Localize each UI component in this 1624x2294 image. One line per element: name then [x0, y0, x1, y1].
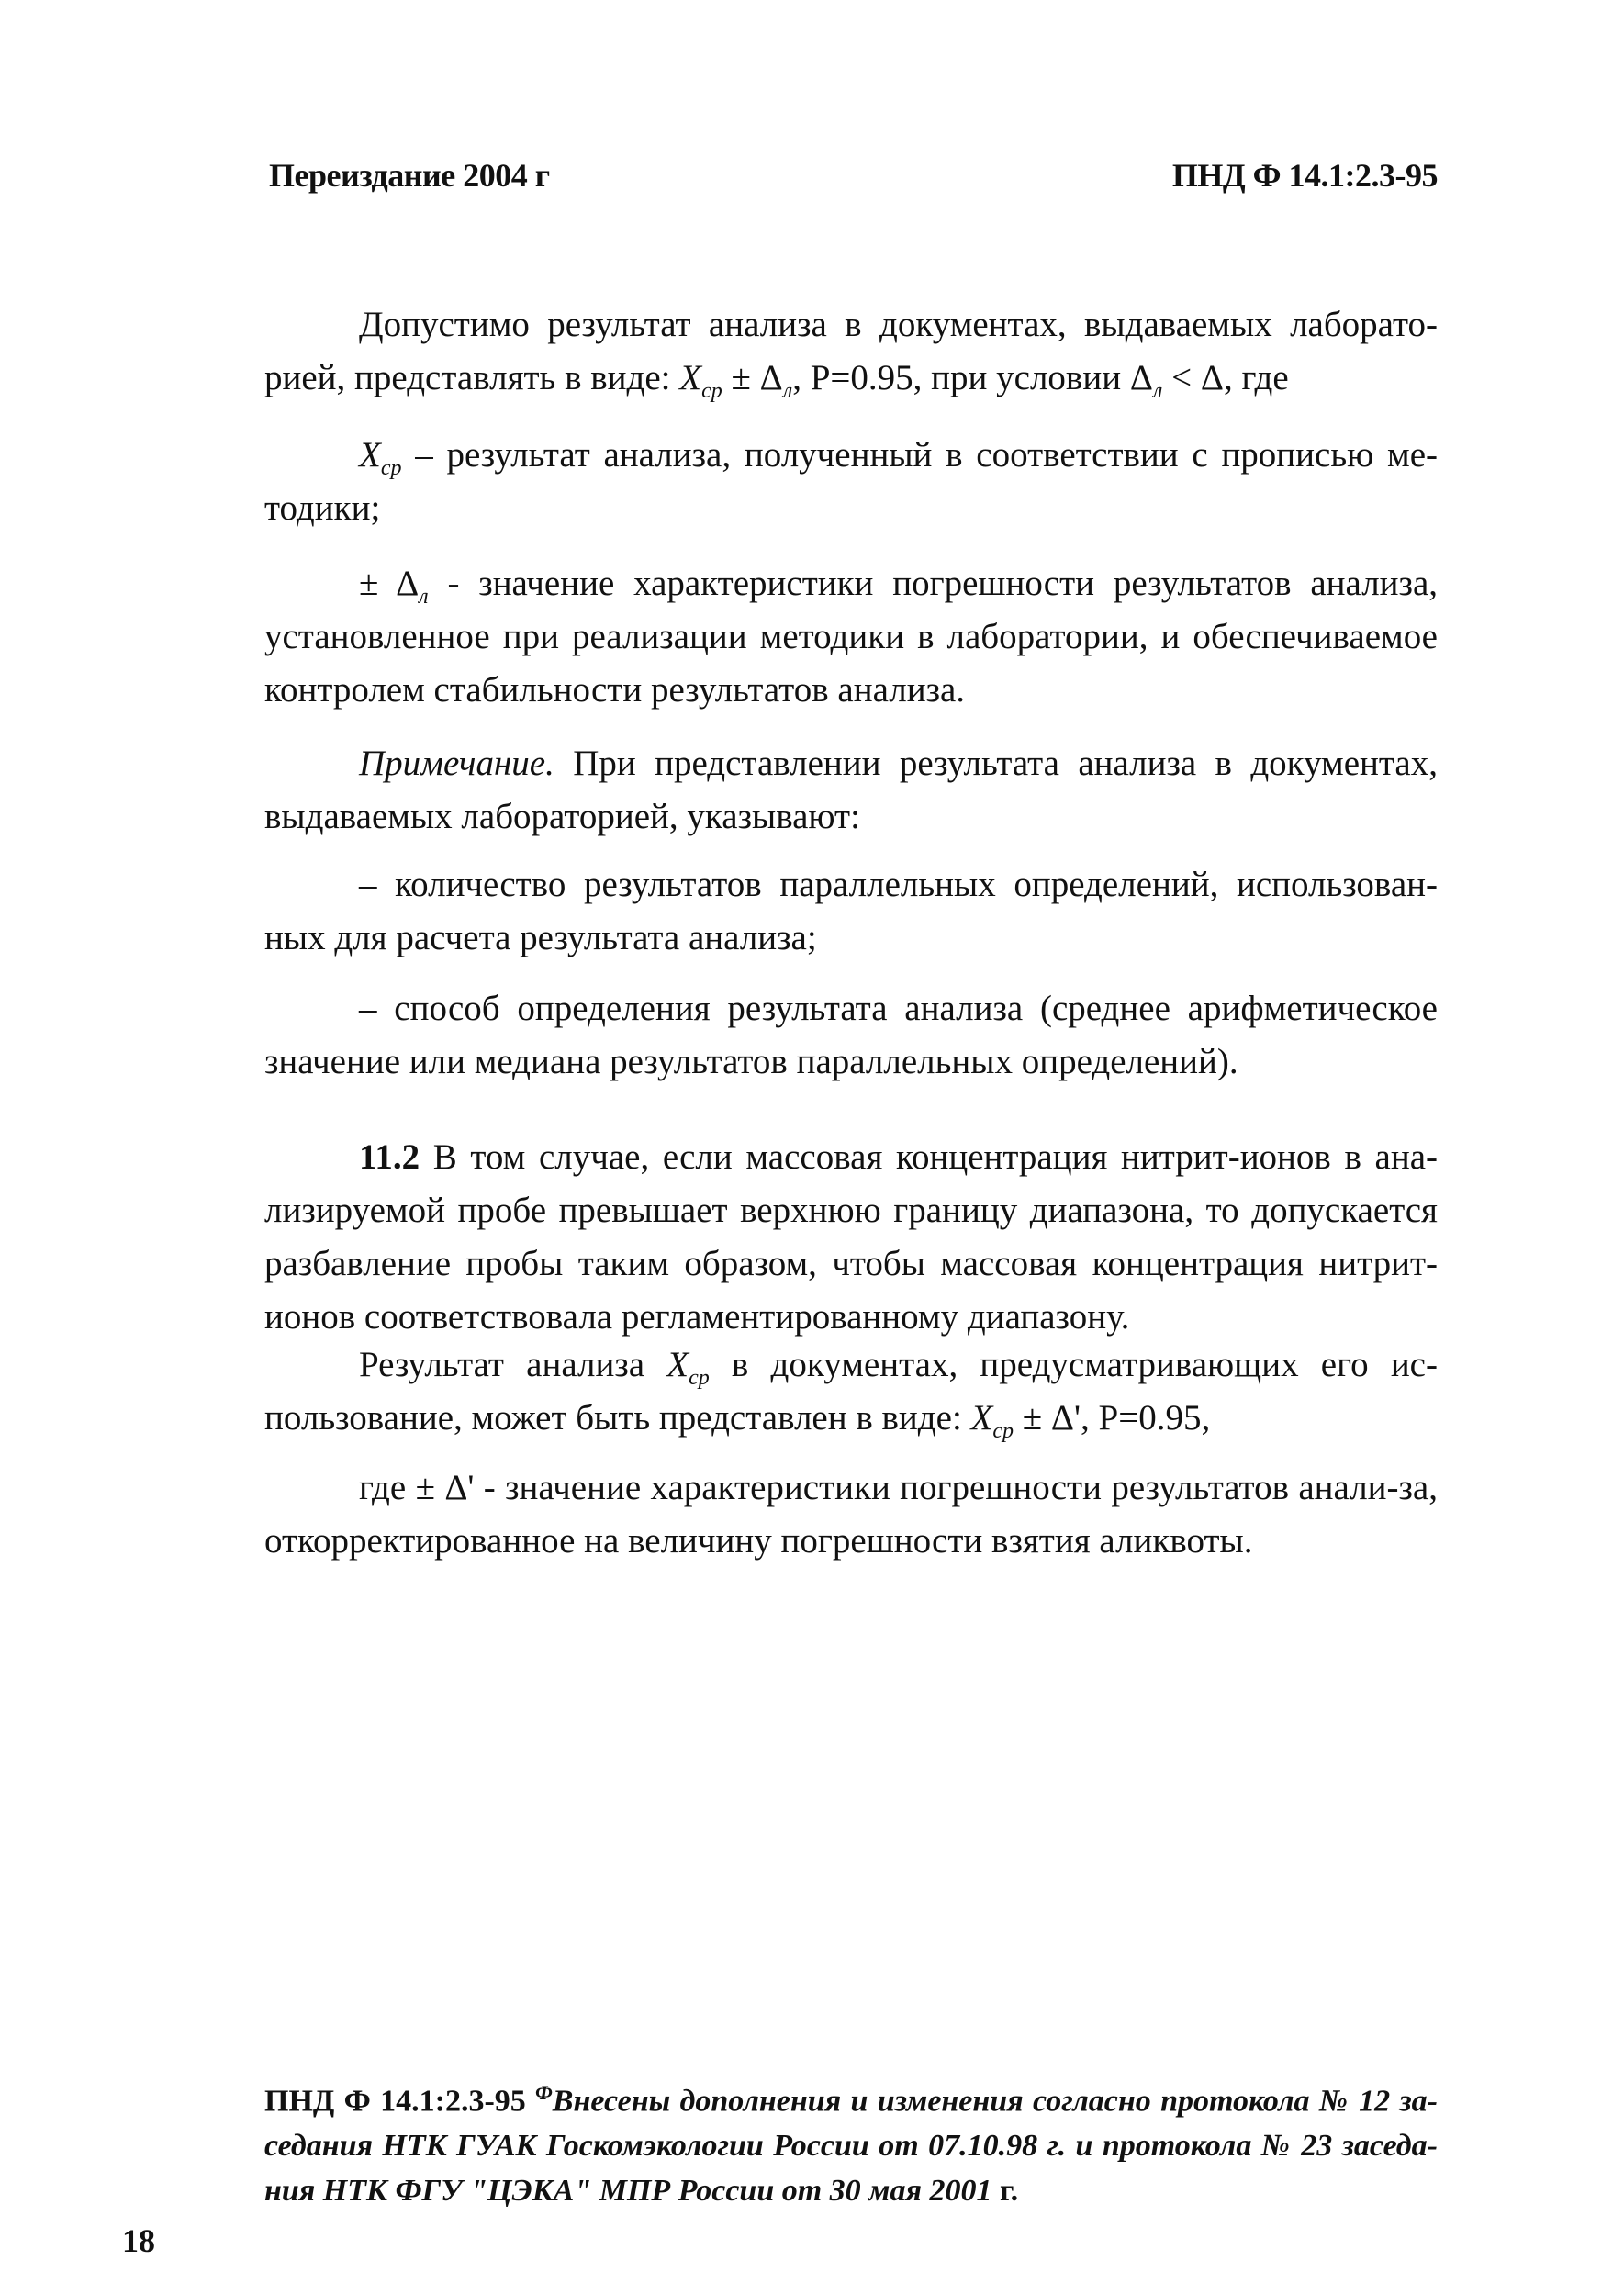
note-label: Примечание. — [359, 744, 554, 783]
text: Допустимо результат анализа в документах, выдаваемых лаборато-рией, представлять в виде: — [264, 305, 1438, 397]
subscript: л — [419, 584, 429, 609]
text: ± Δ — [722, 358, 783, 397]
text: ± Δ — [359, 564, 420, 603]
text: ± Δ', Р=0.95, — [1014, 1398, 1211, 1438]
symbol-x: X — [679, 358, 702, 397]
footnote-tail: г. — [991, 2174, 1019, 2209]
text: - значение характеристики погрешности результатов анализа, установленное при реализации методики в лаборатории, и обеспечиваемое контролем стабильности результатов анализа. — [264, 564, 1438, 710]
text: в документах, предусматривающих его ис-пользование, может быть представлен в виде: — [264, 1345, 1438, 1438]
footnote-text: Внесены дополнения и изменения согласно протокола № 12 за-седания НТК ГУАК Госкомэкологии России от 07.10.98 г. и протокола № 23 заседа-ния НТК ФГУ "ЦЭКА" МПР России от 30 мая 2001 — [264, 2084, 1438, 2209]
subscript: ср — [992, 1418, 1014, 1443]
subscript: л — [782, 378, 793, 403]
symbol-x: X — [666, 1345, 689, 1384]
subscript: ср — [701, 378, 722, 403]
paragraph-xcp-definition — [264, 429, 1438, 535]
footnote-symbol: Ф — [535, 2081, 553, 2104]
text: , Р=0.95, при условии Δ — [792, 358, 1153, 397]
footnote-code: ПНД Ф 14.1:2.3-95 — [264, 2084, 536, 2119]
header-reissue: Переиздание 2004 г — [269, 157, 550, 194]
text: < Δ, где — [1162, 358, 1289, 397]
paragraph-result-presentation — [264, 1338, 1438, 1445]
symbol-x: X — [359, 435, 381, 475]
text: При представлении результата анализа в документах, выдаваемых лабораторией, указывают: — [264, 744, 1438, 836]
paragraph-delta-prime: где ± Δ' - значение характеристики погрешности результатов анали-за, откорректированное на величину погрешности взятия аликвоты. — [264, 1468, 1438, 1561]
list-item-method: – способ определения результата анализа (среднее арифметическое значение или медиана результатов параллельных определений). — [264, 989, 1438, 1081]
subscript: л — [1152, 378, 1163, 403]
paragraph-note — [264, 737, 1438, 844]
section-11-2 — [264, 1131, 1438, 1344]
symbol-x: X — [970, 1398, 993, 1438]
subscript: ср — [689, 1365, 710, 1390]
text: – результат анализа, полученный в соответствии с прописью ме-тодики; — [264, 435, 1438, 528]
header-document-code: ПНД Ф 14.1:2.3-95 — [1171, 157, 1438, 194]
paragraph-delta-definition — [264, 557, 1438, 717]
subscript: ср — [380, 455, 402, 480]
section-number: 11.2 — [359, 1137, 420, 1177]
page-number: 18 — [122, 2222, 155, 2259]
text: Результат анализа — [359, 1345, 667, 1384]
paragraph-result-format — [264, 298, 1438, 405]
footnote — [264, 2070, 1438, 2213]
list-item-count: – количество результатов параллельных определений, использован-ных для расчета результата анализа; — [264, 865, 1438, 957]
text: В том случае, если массовая концентрация нитрит-ионов в ана-лизируемой пробе превышает верхнюю границу диапазона, то допускается разбавление пробы таким образом, чтобы массовая концентрация нитрит-ионов соответствовала регламентированному диапазону. — [264, 1137, 1438, 1337]
